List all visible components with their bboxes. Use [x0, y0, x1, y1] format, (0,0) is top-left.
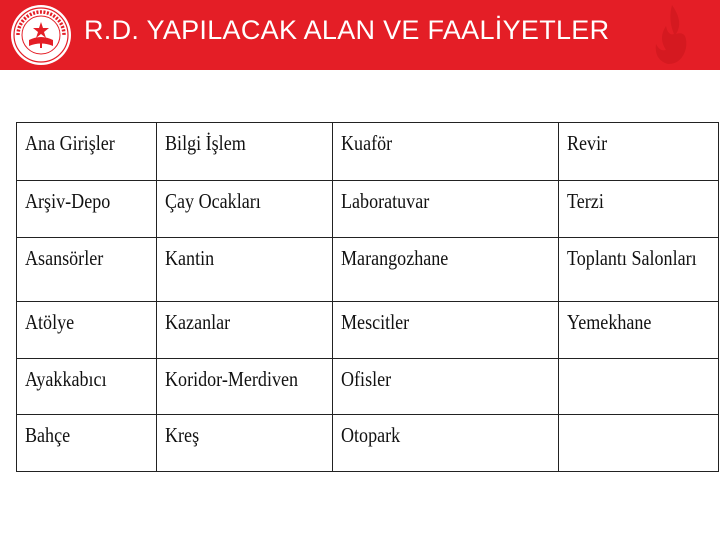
- flame-watermark-icon: [642, 0, 702, 70]
- page-title: R.D. YAPILACAK ALAN VE FAALİYETLER: [84, 15, 610, 45]
- table-cell: Laboratuvar: [333, 181, 559, 238]
- activity-areas-table-wrapper: [16, 122, 719, 472]
- table-cell: Mescitler: [333, 302, 559, 359]
- table-cell: Toplantı Salonları: [559, 238, 719, 302]
- table-cell: [559, 359, 719, 415]
- table-cell: Revir: [559, 123, 719, 181]
- table-cell: Arşiv-Depo: [17, 181, 157, 238]
- table-row: [17, 238, 719, 302]
- table-cell: Çay Ocakları: [157, 181, 333, 238]
- table-row: [17, 181, 719, 238]
- table-cell: Kreş: [157, 415, 333, 472]
- table-cell: [559, 415, 719, 472]
- table-cell: Kuaför: [333, 123, 559, 181]
- table-cell: Bilgi İşlem: [157, 123, 333, 181]
- meb-seal-icon: [10, 4, 72, 66]
- table-cell: Otopark: [333, 415, 559, 472]
- table-cell: Atölye: [17, 302, 157, 359]
- table-cell: Ofisler: [333, 359, 559, 415]
- table-row: [17, 123, 719, 181]
- table-cell: Asansörler: [17, 238, 157, 302]
- table-cell: Kazanlar: [157, 302, 333, 359]
- table-cell: Marangozhane: [333, 238, 559, 302]
- table-row: [17, 359, 719, 415]
- table-cell: Kantin: [157, 238, 333, 302]
- table-row: [17, 302, 719, 359]
- table-row: [17, 415, 719, 472]
- activity-areas-table: [16, 122, 719, 472]
- table-cell: Bahçe: [17, 415, 157, 472]
- table-cell: Yemekhane: [559, 302, 719, 359]
- table-cell: Ana Girişler: [17, 123, 157, 181]
- table-cell: Koridor-Merdiven: [157, 359, 333, 415]
- table-cell: Ayakkabıcı: [17, 359, 157, 415]
- header-bar: [0, 0, 720, 70]
- table-cell: Terzi: [559, 181, 719, 238]
